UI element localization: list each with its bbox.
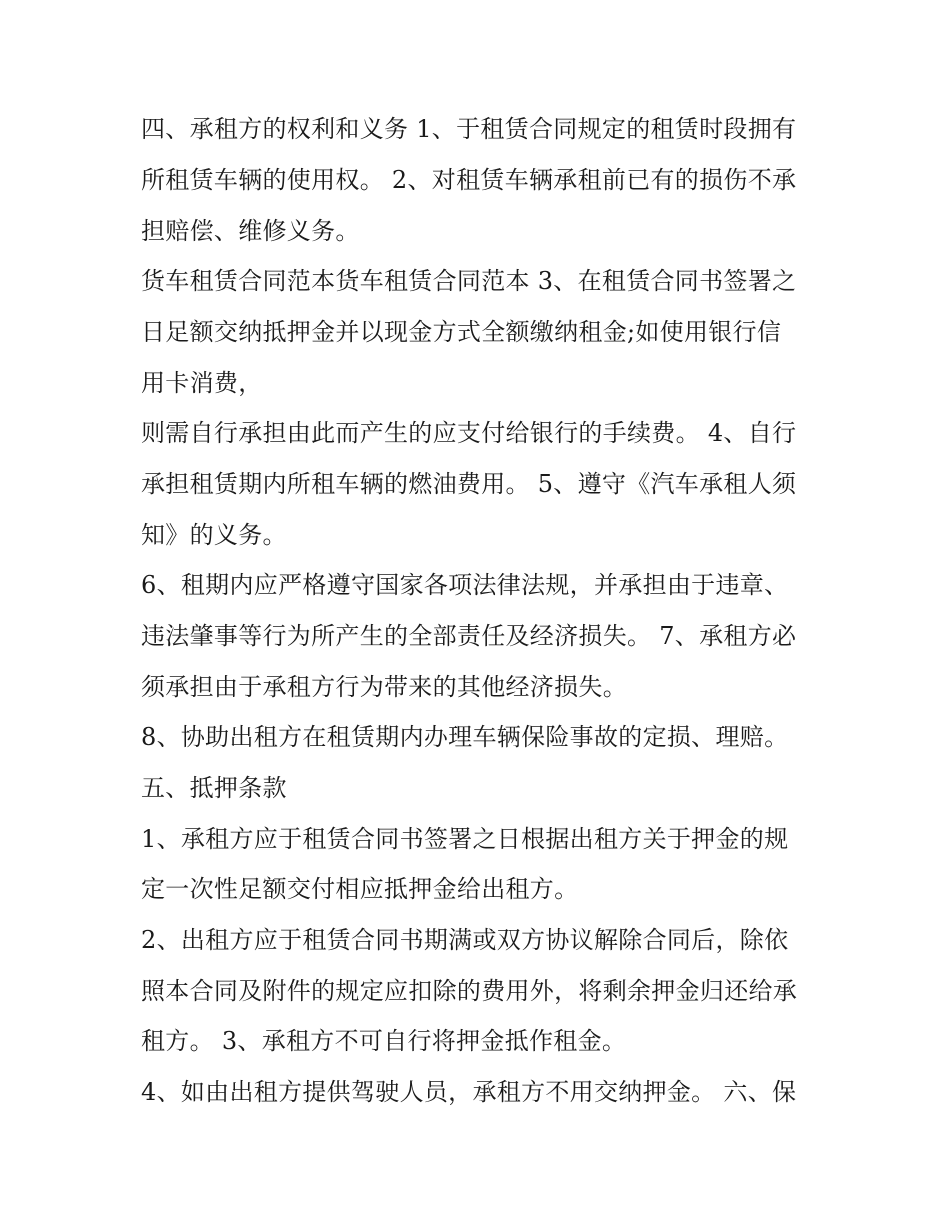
- text-line: 1、承租方应于租赁合同书签署之日根据出租方关于押金的规: [141, 825, 789, 853]
- text-line: 承担租赁期内所租车辆的燃油费用。 5、遵守《汽车承租人须: [141, 470, 797, 498]
- text-line: 违法肇事等行为所产生的全部责任及经济损失。 7、承租方必: [141, 622, 797, 650]
- text-line: 货车租赁合同范本货车租赁合同范本 3、在租赁合同书签署之: [141, 267, 797, 295]
- text-line: 用卡消费，: [141, 369, 263, 397]
- text-line: 日足额交纳抵押金并以现金方式全额缴纳租金;如使用银行信: [141, 318, 782, 346]
- text-line: 2、出租方应于租赁合同书期满或双方协议解除合同后，除依: [141, 926, 789, 954]
- text-line: 8、协助出租方在租赁期内办理车辆保险事故的定损、理赔。: [141, 723, 789, 751]
- text-line: 6、租期内应严格遵守国家各项法律法规，并承担由于违章、: [141, 571, 789, 599]
- text-line: 所租赁车辆的使用权。 2、对租赁车辆承租前已有的损伤不承: [141, 166, 797, 194]
- text-line: 担赔偿、维修义务。: [141, 217, 360, 245]
- text-line: 租方。 3、承租方不可自行将押金抵作租金。: [141, 1027, 627, 1055]
- text-line: 照本合同及附件的规定应扣除的费用外，将剩余押金归还给承: [141, 977, 798, 1005]
- text-line: 则需自行承担由此而产生的应支付给银行的手续费。 4、自行: [141, 419, 797, 447]
- text-line: 定一次性足额交付相应抵押金给出租方。: [141, 875, 579, 903]
- text-line: 知》的义务。: [141, 521, 287, 549]
- section-heading: 五、抵押条款: [141, 774, 287, 802]
- text-line: 4、如由出租方提供驾驶人员，承租方不用交纳押金。 六、保: [141, 1078, 797, 1106]
- text-line: 须承担由于承租方行为带来的其他经济损失。: [141, 673, 627, 701]
- text-line: 四、承租方的权利和义务 1、于租赁合同规定的租赁时段拥有: [141, 115, 797, 143]
